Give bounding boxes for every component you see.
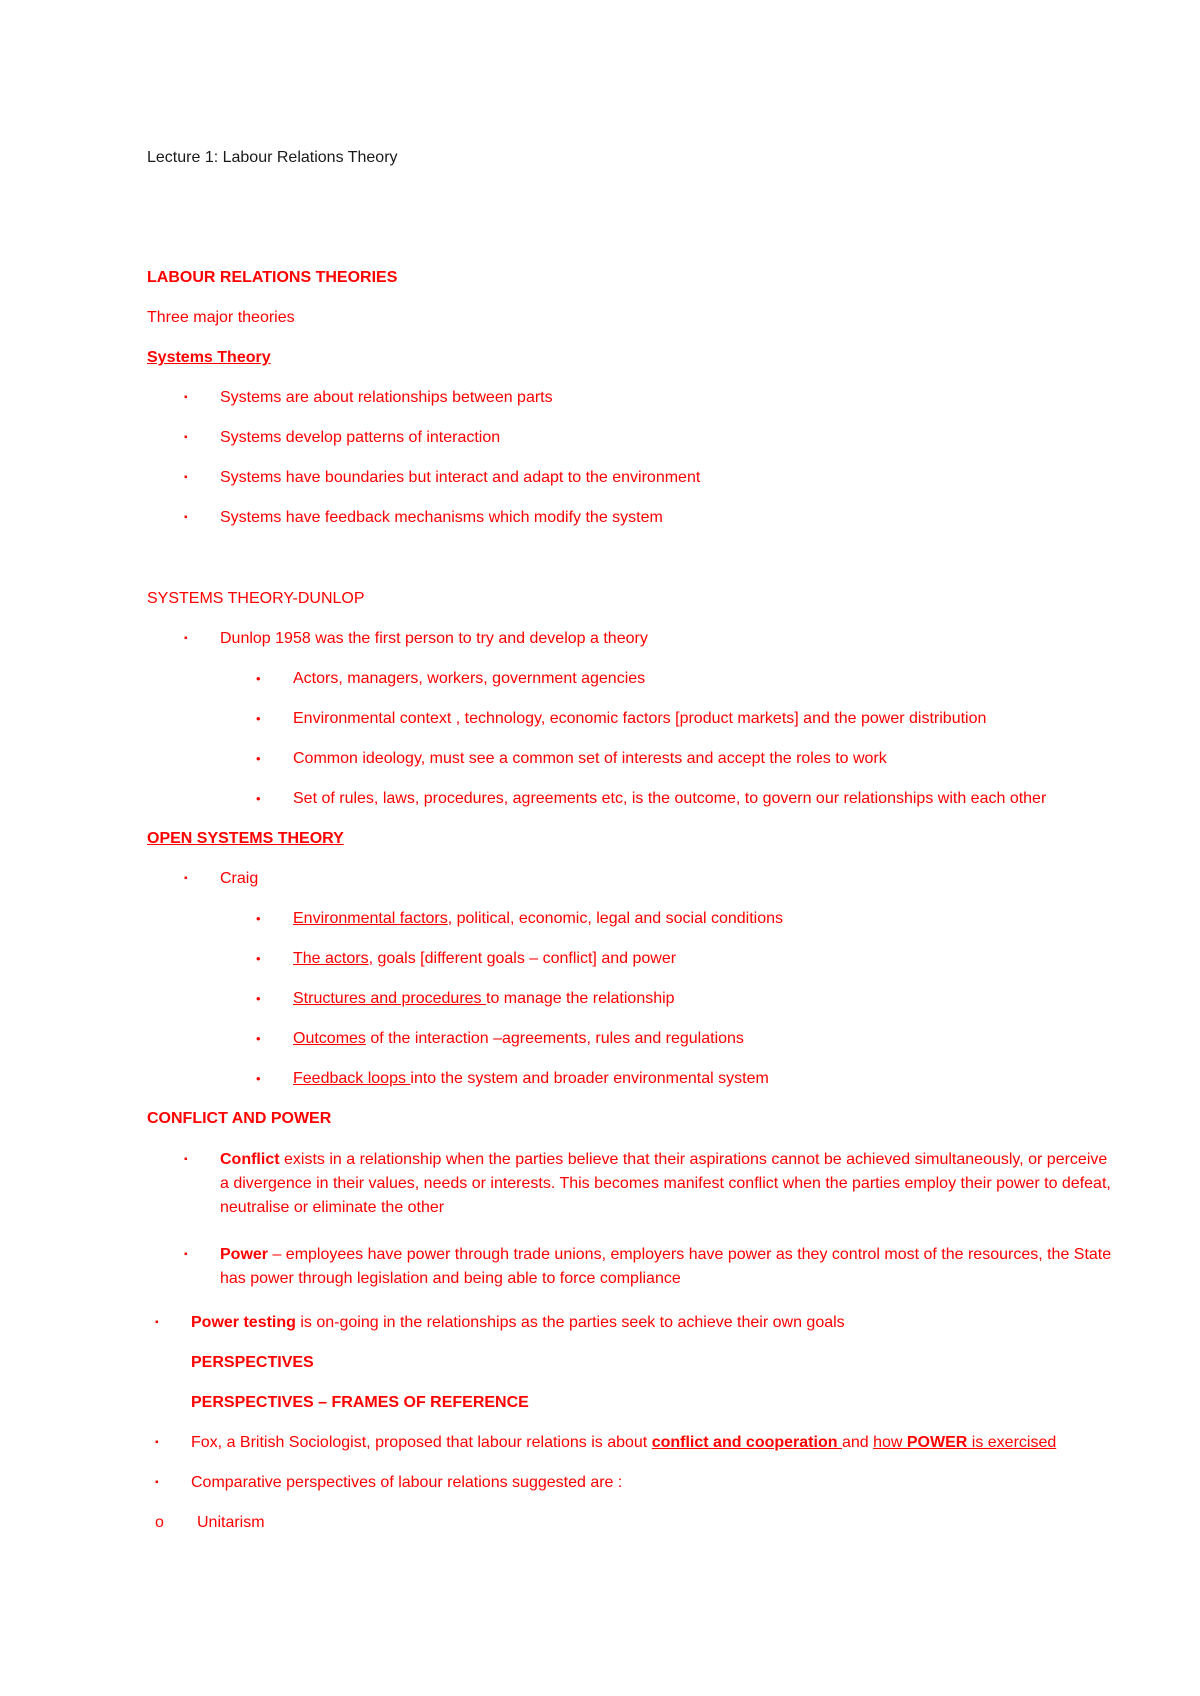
underlined-term: Outcomes <box>293 1030 366 1047</box>
fox-connector: and <box>841 1434 874 1451</box>
power-exercised-prefix: how <box>873 1434 907 1451</box>
power-emphasis: POWER <box>906 1434 968 1451</box>
power-exercised-phrase <box>873 1434 1056 1451</box>
underlined-term: The actors <box>293 950 369 967</box>
underlined-term: Environmental factors <box>293 910 448 927</box>
document-title: Lecture 1: Labour Relations Theory <box>147 149 398 166</box>
sub-list-item <box>293 909 783 929</box>
square-bullet-icon: ▪ <box>184 873 188 884</box>
square-bullet-icon: ▪ <box>184 633 188 644</box>
sub-list-item <box>293 989 675 1009</box>
square-bullet-icon: ▪ <box>184 1154 188 1165</box>
power-exercised-suffix: is exercised <box>967 1434 1057 1451</box>
power-definition: – employees have power through trade unions, employers have power as they control most of the resources, the State has power through legislation and being able to force compliance <box>220 1246 1112 1287</box>
term-description: , political, economic, legal and social conditions <box>447 910 784 927</box>
small-bullet-icon: • <box>256 991 261 1006</box>
term-description: to manage the relationship <box>486 990 675 1007</box>
small-bullet-icon: • <box>256 791 261 806</box>
list-item: Craig <box>220 870 259 887</box>
square-bullet-icon: ▪ <box>184 432 188 443</box>
circle-bullet-icon: o <box>155 1514 164 1531</box>
power-testing-term: Power testing <box>191 1314 296 1331</box>
term-description: , goals [different goals – conflict] and power <box>368 950 677 967</box>
square-bullet-icon: ▪ <box>184 472 188 483</box>
power-testing-definition: is on-going in the relationships as the parties seek to achieve their own goals <box>295 1314 845 1331</box>
power-paragraph <box>220 1243 1130 1291</box>
sub-list-item <box>293 1069 769 1089</box>
list-item: Systems have boundaries but interact and adapt to the environment <box>220 469 701 486</box>
conflict-term: Conflict <box>220 1151 280 1168</box>
fox-text: Fox, a British Sociologist, proposed that labour relations is about <box>191 1434 652 1451</box>
list-item: Systems are about relationships between parts <box>220 389 553 406</box>
small-bullet-icon: • <box>256 951 261 966</box>
square-bullet-icon: ▪ <box>184 392 188 403</box>
unitarism-item: Unitarism <box>197 1514 265 1531</box>
square-bullet-icon: ▪ <box>155 1437 159 1448</box>
systems-theory-heading: Systems Theory <box>147 349 271 366</box>
sub-list-item: Common ideology, must see a common set of interests and accept the roles to work <box>293 750 887 767</box>
fox-line <box>191 1433 1056 1453</box>
intro-text: Three major theories <box>147 309 295 326</box>
term-description: of the interaction –agreements, rules and regulations <box>365 1030 744 1047</box>
small-bullet-icon: • <box>256 751 261 766</box>
sub-list-item: Actors, managers, workers, government agencies <box>293 670 646 687</box>
square-bullet-icon: ▪ <box>184 1249 188 1260</box>
open-systems-heading: OPEN SYSTEMS THEORY <box>147 830 344 847</box>
power-term: Power <box>220 1246 269 1263</box>
list-item: Dunlop 1958 was the first person to try and develop a theory <box>220 630 648 647</box>
power-testing-line <box>191 1313 845 1333</box>
term-description: into the system and broader environmental system <box>410 1070 769 1087</box>
sub-list-item: Environmental context , technology, economic factors [product markets] and the power distribution <box>293 710 987 727</box>
comparative-line: Comparative perspectives of labour relations suggested are : <box>191 1474 623 1491</box>
conflict-cooperation-term: conflict and cooperation <box>651 1434 842 1451</box>
square-bullet-icon: ▪ <box>184 512 188 523</box>
sub-list-item <box>293 949 676 969</box>
section-heading-labour-relations: LABOUR RELATIONS THEORIES <box>147 269 398 286</box>
perspectives-heading: PERSPECTIVES <box>191 1354 314 1371</box>
small-bullet-icon: • <box>256 671 261 686</box>
list-item: Systems have feedback mechanisms which modify the system <box>220 509 663 526</box>
dunlop-heading: SYSTEMS THEORY-DUNLOP <box>147 590 365 607</box>
sub-list-item: Set of rules, laws, procedures, agreements etc, is the outcome, to govern our relationships with each other <box>293 790 1047 807</box>
conflict-paragraph <box>220 1148 1120 1220</box>
conflict-power-heading: CONFLICT AND POWER <box>147 1110 332 1127</box>
square-bullet-icon: ▪ <box>155 1317 159 1328</box>
sub-list-item <box>293 1029 744 1049</box>
underlined-term: Feedback loops <box>293 1070 411 1087</box>
frames-of-reference-heading: PERSPECTIVES – FRAMES OF REFERENCE <box>191 1394 529 1411</box>
conflict-definition: exists in a relationship when the parties believe that their aspirations cannot be achieved simultaneously, or perceive a divergence in their values, needs or interests. This becomes manifest conflict when the parties employ their power to defeat, neutralise or eliminate the other <box>220 1151 1111 1216</box>
underlined-term: Structures and procedures <box>293 990 486 1007</box>
list-item: Systems develop patterns of interaction <box>220 429 501 446</box>
small-bullet-icon: • <box>256 1071 261 1086</box>
square-bullet-icon: ▪ <box>155 1477 159 1488</box>
small-bullet-icon: • <box>256 911 261 926</box>
small-bullet-icon: • <box>256 711 261 726</box>
small-bullet-icon: • <box>256 1031 261 1046</box>
